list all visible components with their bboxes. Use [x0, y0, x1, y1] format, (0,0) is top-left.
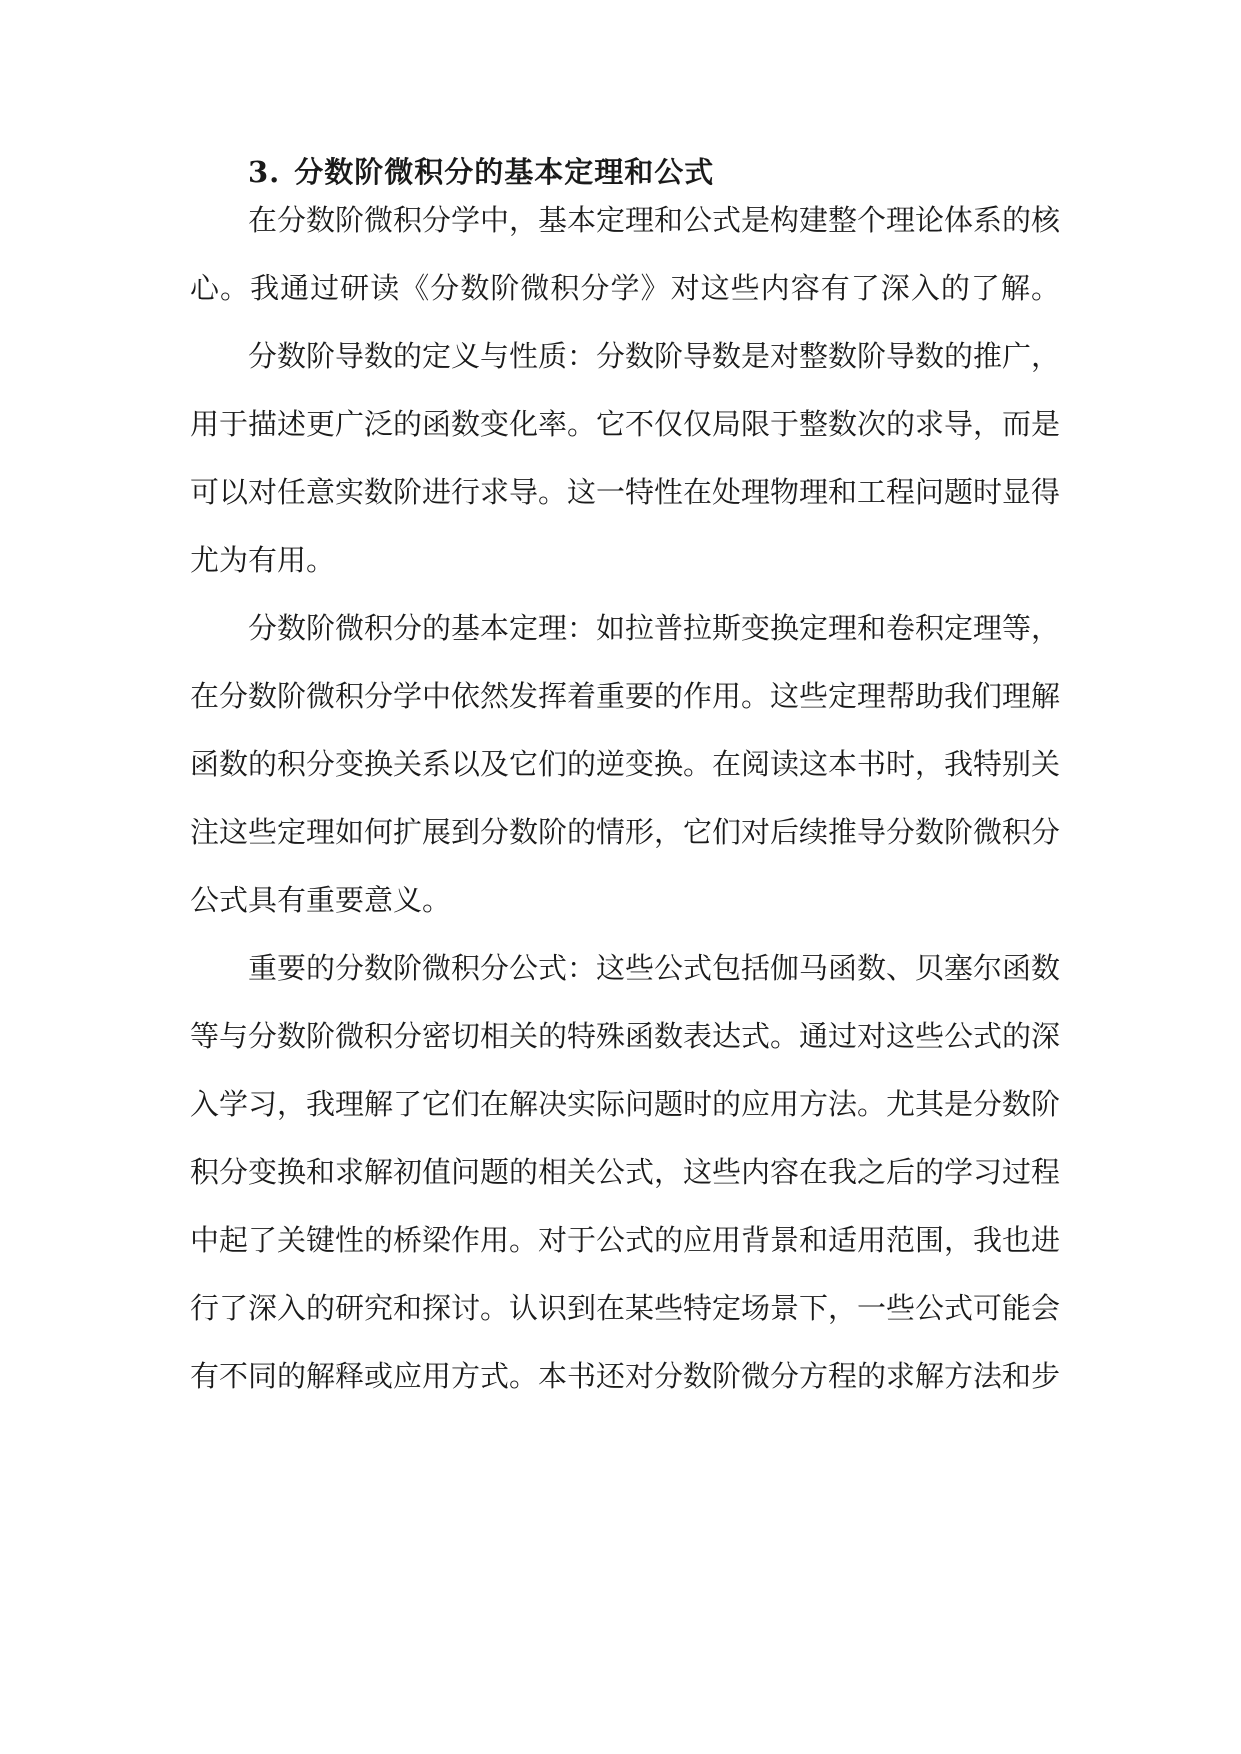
paragraph-1-line-1: 在分数阶微积分学中，基本定理和公式是构建整个理论体系的核 [248, 203, 1060, 237]
paragraph-1-line-2: 心。我通过研读《分数阶微积分学》对这些内容有了深入的了解。 [190, 271, 1060, 305]
paragraph-3-line-3: 函数的积分变换关系以及它们的逆变换。在阅读这本书时，我特别关 [190, 747, 1060, 781]
paragraph-2-line-2: 用于描述更广泛的函数变化率。它不仅仅局限于整数次的求导，而是 [190, 407, 1060, 441]
paragraph-4-line-6: 行了深入的研究和探讨。认识到在某些特定场景下，一些公式可能会 [190, 1291, 1060, 1325]
paragraph-4-line-5: 中起了关键性的桥梁作用。对于公式的应用背景和适用范围，我也进 [190, 1223, 1060, 1257]
section-number: 3. [248, 155, 281, 189]
paragraph-2-line-3: 可以对任意实数阶进行求导。这一特性在处理物理和工程问题时显得 [190, 475, 1060, 509]
paragraph-4-line-7: 有不同的解释或应用方式。本书还对分数阶微分方程的求解方法和步 [190, 1359, 1060, 1393]
section-title: 分数阶微积分的基本定理和公式 [294, 155, 715, 189]
section-heading [248, 150, 714, 194]
paragraph-2-line-4: 尤为有用。 [190, 543, 336, 577]
paragraph-3-line-4: 注这些定理如何扩展到分数阶的情形，它们对后续推导分数阶微积分 [190, 815, 1060, 849]
paragraph-4-line-2: 等与分数阶微积分密切相关的特殊函数表达式。通过对这些公式的深 [190, 1019, 1060, 1053]
paragraph-3-line-5: 公式具有重要意义。 [190, 883, 452, 917]
paragraph-3-line-1: 分数阶微积分的基本定理：如拉普拉斯变换定理和卷积定理等， [248, 611, 1060, 645]
paragraph-4-line-4: 积分变换和求解初值问题的相关公式，这些内容在我之后的学习过程 [190, 1155, 1060, 1189]
paragraph-3-line-2: 在分数阶微积分学中依然发挥着重要的作用。这些定理帮助我们理解 [190, 679, 1060, 713]
paragraph-4-line-1: 重要的分数阶微积分公式：这些公式包括伽马函数、贝塞尔函数 [248, 951, 1060, 985]
paragraph-2-line-1: 分数阶导数的定义与性质：分数阶导数是对整数阶导数的推广， [248, 339, 1060, 373]
paragraph-4-line-3: 入学习，我理解了它们在解决实际问题时的应用方法。尤其是分数阶 [190, 1087, 1060, 1121]
